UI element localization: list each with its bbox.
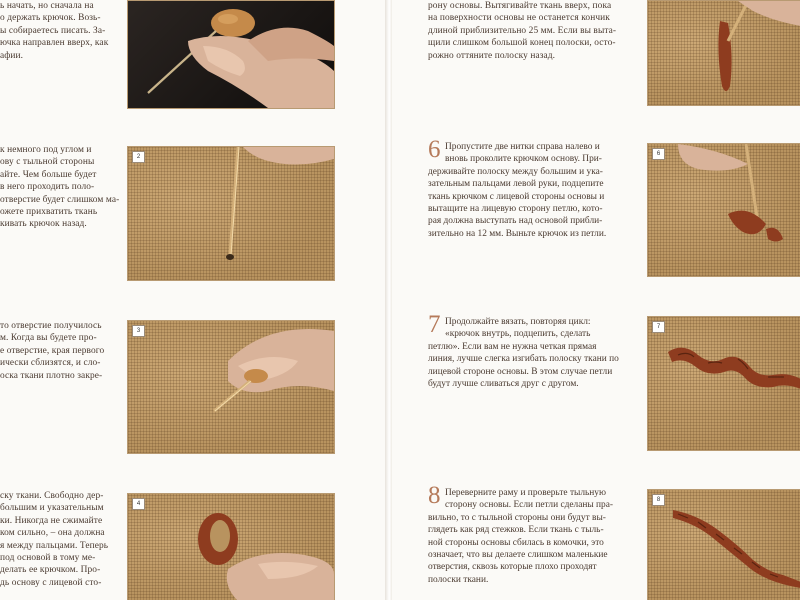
photo-right-top	[647, 0, 800, 106]
text-line: рожно оттяните полоску назад.	[428, 50, 556, 61]
text-line: означает, что вы делаете слишком маленькие	[428, 550, 608, 561]
right-page	[392, 0, 800, 600]
text-line: Пропустите две нитки справа налево и	[445, 142, 600, 152]
text-line: дь основу с лицевой сто-	[0, 577, 102, 588]
step-number: 6	[428, 136, 441, 163]
right-text-block-top	[428, 0, 616, 62]
text-line: держивайте полоску между большим и ука-	[428, 166, 603, 177]
text-line: лицевой стороне основы. В этом случае петли	[428, 366, 613, 377]
step-8	[428, 482, 614, 586]
text-line: зительно на 12 мм. Выньте крючок из петли.	[428, 228, 607, 239]
text-line: ючка направлен вверх, как	[0, 38, 109, 49]
text-line: ы собираетесь писать. За-	[0, 25, 106, 36]
step-number: 8	[428, 482, 441, 509]
text-line: е отверстие, края первого	[0, 345, 105, 356]
photo-step-3	[127, 320, 335, 454]
text-line: отверстие будет слишком ма-	[0, 194, 120, 205]
photo-number: 3	[132, 325, 145, 337]
text-line: о держать крючок. Возь-	[0, 13, 101, 24]
text-line: ки. Никогда не сжимайте	[0, 515, 103, 526]
text-line: м. Когда вы будете про-	[0, 333, 97, 344]
text-line: кивать крючок назад.	[0, 219, 87, 230]
text-line: «крючок внутрь, подцепить, сделать	[445, 329, 591, 340]
text-line: ску ткани. Свободно дер-	[0, 491, 104, 501]
text-line: Переверните раму и проверьте тыльную	[445, 488, 606, 498]
text-line: полоски ткани.	[428, 574, 489, 585]
text-line: ной стороны основы сбилась в комочки, это	[428, 537, 604, 548]
photo-number: 6	[652, 148, 665, 160]
text-line: Продолжайте вязать, повторяя цикл:	[445, 317, 591, 327]
text-line: то отверстие получилось	[0, 321, 102, 331]
text-line: глядеть как ряд стежков. Если ткань с тыль-	[428, 525, 604, 536]
text-line: оска ткани плотно закре-	[0, 370, 103, 381]
text-line: ически сблизятся, и сло-	[0, 358, 101, 369]
text-line: ову с тыльной стороны	[0, 157, 95, 168]
left-text-block-3	[0, 320, 104, 382]
text-line: отверстия, сквозь которые плохо проходят	[428, 562, 597, 573]
text-line: ожете прихватить ткань	[0, 207, 98, 218]
photo-hand-holding-hook	[127, 0, 335, 109]
photo-number: 8	[652, 494, 665, 506]
text-line: афии.	[0, 50, 24, 61]
text-line: под основой в тому ме-	[0, 553, 96, 564]
text-line: петлю». Если вам не нужна четкая прямая	[428, 341, 597, 352]
text-line: будут лучше сливаться друг с другом.	[428, 379, 579, 390]
left-text-block-2	[0, 144, 119, 231]
text-line: длиной приблизительно 25 мм. Если вы выта-	[428, 25, 617, 36]
book-gutter	[385, 0, 392, 600]
text-line: рая должна выступать над основой прибли-	[428, 216, 603, 227]
text-line: линия, лучше слегка изгибать полоску ткани по	[428, 354, 619, 365]
text-line: ь начать, но сначала на	[0, 1, 94, 11]
photo-number: 7	[652, 321, 665, 333]
photo-number: 4	[132, 498, 145, 510]
text-line: айте. Чем больше будет	[0, 169, 97, 180]
text-line: на поверхности основы не останется кончик	[428, 13, 610, 24]
left-text-block-4	[0, 490, 108, 589]
left-text-block-1	[0, 0, 108, 62]
text-line: большим и указательным	[0, 503, 104, 514]
photo-step-7	[647, 316, 800, 451]
text-line: ком сильно, – она должна	[0, 528, 105, 539]
text-line: вильно, то с тыльной стороны они будут вы-	[428, 512, 606, 523]
step-7	[428, 311, 619, 390]
text-line: я между пальцами. Теперь	[0, 540, 109, 551]
text-line: щили слишком большой конец полоски, осто-	[428, 38, 616, 49]
photo-step-2	[127, 146, 335, 281]
left-page	[0, 0, 385, 600]
step-6	[428, 136, 607, 240]
text-line: зательным пальцами левой руки, подцепите	[428, 179, 604, 190]
step-number: 7	[428, 311, 441, 338]
text-line: сторону основы. Если петли сделаны пра-	[445, 500, 614, 511]
text-line: вытащите на лицевую сторону петлю, кото-	[428, 204, 603, 215]
photo-step-8	[647, 489, 800, 600]
text-line: рону основы. Вытягивайте ткань вверх, пока	[428, 1, 612, 11]
text-line: ткань крючком с лицевой стороны основы и	[428, 191, 605, 202]
photo-step-6	[647, 143, 800, 277]
text-line: к немного под углом и	[0, 145, 92, 155]
photo-number: 2	[132, 151, 145, 163]
photo-step-4	[127, 493, 335, 600]
text-line: вновь проколите крючком основу. При-	[445, 154, 602, 165]
text-line: в него проходить поло-	[0, 182, 95, 193]
text-line: делать ее крючком. Про-	[0, 565, 101, 576]
